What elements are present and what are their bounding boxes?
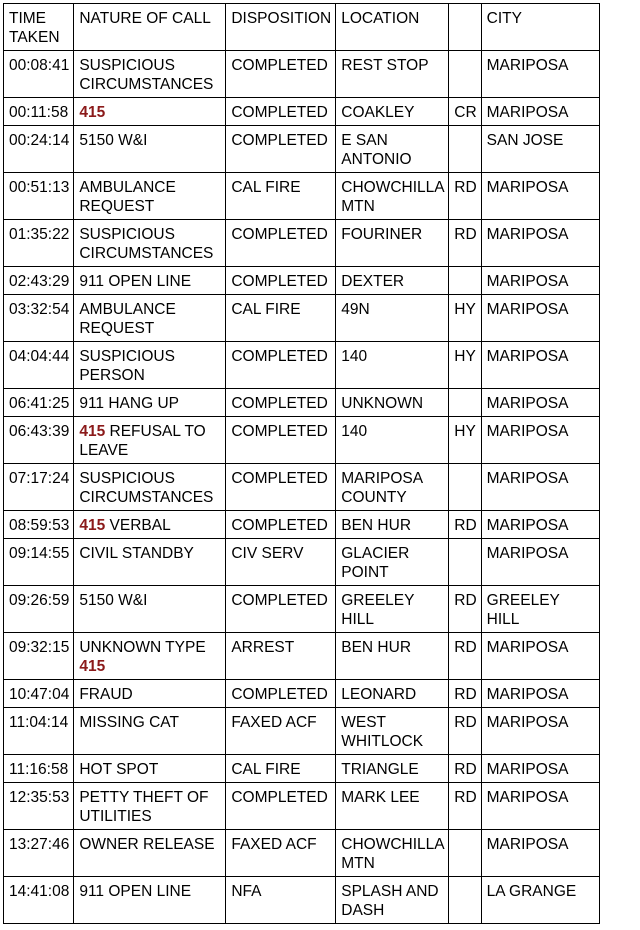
- cell-location: MARK LEE: [336, 783, 449, 830]
- cell-time-taken: 11:16:58: [4, 755, 74, 783]
- cell-suffix: RD: [449, 633, 481, 680]
- cell-city: MARIPOSA: [481, 342, 599, 389]
- table-row: [4, 389, 600, 417]
- cell-city: MARIPOSA: [481, 389, 599, 417]
- call-log-table: [3, 3, 600, 924]
- cell-suffix: RD: [449, 511, 481, 539]
- cell-time-taken: 02:43:29: [4, 267, 74, 295]
- cell-disposition: COMPLETED: [226, 511, 336, 539]
- call-nature-text: PETTY THEFT OF UTILITIES: [79, 789, 209, 825]
- table-row: [4, 586, 600, 633]
- cell-nature-of-call: [74, 511, 226, 539]
- cell-time-taken: 00:11:58: [4, 98, 74, 126]
- table-row: [4, 877, 600, 924]
- call-nature-text: VERBAL: [105, 517, 171, 534]
- table-row: [4, 511, 600, 539]
- table-row: [4, 173, 600, 220]
- cell-time-taken: 04:04:44: [4, 342, 74, 389]
- table-row: [4, 220, 600, 267]
- cell-time-taken: 00:51:13: [4, 173, 74, 220]
- table-row: [4, 539, 600, 586]
- cell-suffix: RD: [449, 783, 481, 830]
- table-header-row: [4, 4, 600, 51]
- call-code: 415: [79, 104, 106, 121]
- cell-location: MARIPOSA COUNTY: [336, 464, 449, 511]
- cell-disposition: COMPLETED: [226, 464, 336, 511]
- header-time-taken: TIME TAKEN: [4, 4, 74, 51]
- cell-disposition: CAL FIRE: [226, 295, 336, 342]
- cell-nature-of-call: [74, 342, 226, 389]
- cell-location: GREELEY HILL: [336, 586, 449, 633]
- call-code: 415: [79, 517, 106, 534]
- cell-time-taken: 11:04:14: [4, 708, 74, 755]
- cell-city: MARIPOSA: [481, 464, 599, 511]
- cell-nature-of-call: [74, 126, 226, 173]
- cell-suffix: RD: [449, 586, 481, 633]
- cell-nature-of-call: [74, 220, 226, 267]
- cell-nature-of-call: [74, 877, 226, 924]
- cell-location: WEST WHITLOCK: [336, 708, 449, 755]
- cell-suffix: RD: [449, 708, 481, 755]
- header-disposition: DISPOSITION: [226, 4, 336, 51]
- cell-disposition: COMPLETED: [226, 783, 336, 830]
- cell-location: LEONARD: [336, 680, 449, 708]
- table-row: [4, 464, 600, 511]
- cell-disposition: CAL FIRE: [226, 173, 336, 220]
- cell-city: LA GRANGE: [481, 877, 599, 924]
- cell-city: MARIPOSA: [481, 51, 599, 98]
- cell-nature-of-call: [74, 417, 226, 464]
- cell-city: SAN JOSE: [481, 126, 599, 173]
- call-nature-text: SUSPICIOUS CIRCUMSTANCES: [79, 470, 214, 506]
- cell-city: MARIPOSA: [481, 539, 599, 586]
- cell-location: 140: [336, 417, 449, 464]
- cell-suffix: [449, 877, 481, 924]
- cell-nature-of-call: [74, 389, 226, 417]
- call-nature-text: OWNER RELEASE: [79, 836, 215, 853]
- header-suffix: [449, 4, 481, 51]
- table-row: [4, 633, 600, 680]
- cell-location: GLACIER POINT: [336, 539, 449, 586]
- call-nature-text: SUSPICIOUS PERSON: [79, 348, 175, 384]
- cell-suffix: [449, 830, 481, 877]
- cell-location: REST STOP: [336, 51, 449, 98]
- cell-city: MARIPOSA: [481, 511, 599, 539]
- table-row: [4, 830, 600, 877]
- cell-time-taken: 08:59:53: [4, 511, 74, 539]
- call-nature-text: AMBULANCE REQUEST: [79, 179, 176, 215]
- header-nature-of-call: NATURE OF CALL: [74, 4, 226, 51]
- cell-location: FOURINER: [336, 220, 449, 267]
- cell-nature-of-call: [74, 783, 226, 830]
- cell-nature-of-call: [74, 830, 226, 877]
- cell-suffix: [449, 539, 481, 586]
- table-row: [4, 342, 600, 389]
- table-row: [4, 755, 600, 783]
- cell-nature-of-call: [74, 708, 226, 755]
- cell-suffix: [449, 51, 481, 98]
- cell-suffix: HY: [449, 417, 481, 464]
- call-nature-text: 5150 W&I: [79, 132, 148, 149]
- call-nature-text: 911 OPEN LINE: [79, 273, 192, 290]
- cell-city: MARIPOSA: [481, 295, 599, 342]
- cell-city: MARIPOSA: [481, 220, 599, 267]
- cell-disposition: FAXED ACF: [226, 708, 336, 755]
- cell-suffix: [449, 389, 481, 417]
- cell-suffix: [449, 267, 481, 295]
- call-nature-text: 911 OPEN LINE: [79, 883, 192, 900]
- cell-location: BEN HUR: [336, 511, 449, 539]
- cell-disposition: COMPLETED: [226, 267, 336, 295]
- cell-city: MARIPOSA: [481, 173, 599, 220]
- cell-time-taken: 07:17:24: [4, 464, 74, 511]
- cell-nature-of-call: [74, 173, 226, 220]
- cell-disposition: CAL FIRE: [226, 755, 336, 783]
- cell-disposition: COMPLETED: [226, 389, 336, 417]
- cell-city: GREELEY HILL: [481, 586, 599, 633]
- table-row: [4, 295, 600, 342]
- cell-disposition: COMPLETED: [226, 126, 336, 173]
- cell-location: UNKNOWN: [336, 389, 449, 417]
- cell-location: BEN HUR: [336, 633, 449, 680]
- cell-time-taken: 12:35:53: [4, 783, 74, 830]
- cell-nature-of-call: [74, 633, 226, 680]
- cell-time-taken: 14:41:08: [4, 877, 74, 924]
- cell-city: MARIPOSA: [481, 267, 599, 295]
- call-code: 415: [79, 658, 106, 675]
- cell-location: COAKLEY: [336, 98, 449, 126]
- cell-city: MARIPOSA: [481, 680, 599, 708]
- cell-time-taken: 06:41:25: [4, 389, 74, 417]
- cell-suffix: [449, 126, 481, 173]
- call-nature-text: SUSPICIOUS CIRCUMSTANCES: [79, 226, 214, 262]
- cell-suffix: [449, 464, 481, 511]
- cell-city: MARIPOSA: [481, 633, 599, 680]
- cell-location: DEXTER: [336, 267, 449, 295]
- cell-time-taken: 00:24:14: [4, 126, 74, 173]
- call-nature-text: HOT SPOT: [79, 761, 159, 778]
- call-nature-text: MISSING CAT: [79, 714, 179, 731]
- cell-nature-of-call: [74, 51, 226, 98]
- cell-disposition: NFA: [226, 877, 336, 924]
- cell-nature-of-call: [74, 98, 226, 126]
- call-nature-text: REFUSAL TO LEAVE: [79, 423, 206, 459]
- call-nature-text: UNKNOWN TYPE: [79, 639, 206, 656]
- table-row: [4, 98, 600, 126]
- cell-suffix: RD: [449, 680, 481, 708]
- cell-time-taken: 09:32:15: [4, 633, 74, 680]
- cell-nature-of-call: [74, 539, 226, 586]
- cell-disposition: COMPLETED: [226, 680, 336, 708]
- cell-location: 49N: [336, 295, 449, 342]
- call-nature-text: CIVIL STANDBY: [79, 545, 194, 562]
- cell-city: MARIPOSA: [481, 98, 599, 126]
- cell-nature-of-call: [74, 464, 226, 511]
- cell-time-taken: 06:43:39: [4, 417, 74, 464]
- call-nature-text: 5150 W&I: [79, 592, 148, 609]
- cell-suffix: HY: [449, 342, 481, 389]
- table-row: [4, 126, 600, 173]
- header-city: CITY: [481, 4, 599, 51]
- cell-location: 140: [336, 342, 449, 389]
- cell-location: CHOWCHILLA MTN: [336, 173, 449, 220]
- cell-city: MARIPOSA: [481, 830, 599, 877]
- cell-disposition: FAXED ACF: [226, 830, 336, 877]
- call-nature-text: SUSPICIOUS CIRCUMSTANCES: [79, 57, 214, 93]
- table-row: [4, 680, 600, 708]
- cell-disposition: COMPLETED: [226, 220, 336, 267]
- cell-nature-of-call: [74, 586, 226, 633]
- cell-nature-of-call: [74, 295, 226, 342]
- call-nature-text: 911 HANG UP: [79, 395, 179, 412]
- cell-location: CHOWCHILLA MTN: [336, 830, 449, 877]
- call-nature-text: FRAUD: [79, 686, 133, 703]
- cell-suffix: RD: [449, 173, 481, 220]
- cell-nature-of-call: [74, 267, 226, 295]
- cell-city: MARIPOSA: [481, 417, 599, 464]
- table-row: [4, 417, 600, 464]
- cell-disposition: COMPLETED: [226, 417, 336, 464]
- cell-disposition: COMPLETED: [226, 98, 336, 126]
- cell-disposition: COMPLETED: [226, 342, 336, 389]
- cell-suffix: CR: [449, 98, 481, 126]
- cell-location: SPLASH AND DASH: [336, 877, 449, 924]
- cell-time-taken: 09:14:55: [4, 539, 74, 586]
- cell-disposition: COMPLETED: [226, 51, 336, 98]
- cell-time-taken: 03:32:54: [4, 295, 74, 342]
- cell-nature-of-call: [74, 755, 226, 783]
- table-row: [4, 267, 600, 295]
- table-row: [4, 783, 600, 830]
- cell-location: TRIANGLE: [336, 755, 449, 783]
- cell-time-taken: 13:27:46: [4, 830, 74, 877]
- call-nature-text: AMBULANCE REQUEST: [79, 301, 176, 337]
- cell-suffix: RD: [449, 755, 481, 783]
- cell-city: MARIPOSA: [481, 755, 599, 783]
- cell-disposition: CIV SERV: [226, 539, 336, 586]
- cell-city: MARIPOSA: [481, 783, 599, 830]
- cell-suffix: RD: [449, 220, 481, 267]
- cell-suffix: HY: [449, 295, 481, 342]
- cell-time-taken: 00:08:41: [4, 51, 74, 98]
- cell-time-taken: 01:35:22: [4, 220, 74, 267]
- cell-nature-of-call: [74, 680, 226, 708]
- table-row: [4, 708, 600, 755]
- cell-time-taken: 09:26:59: [4, 586, 74, 633]
- cell-city: MARIPOSA: [481, 708, 599, 755]
- call-code: 415: [79, 423, 106, 440]
- cell-disposition: ARREST: [226, 633, 336, 680]
- table-row: [4, 51, 600, 98]
- cell-time-taken: 10:47:04: [4, 680, 74, 708]
- header-location: LOCATION: [336, 4, 449, 51]
- cell-disposition: COMPLETED: [226, 586, 336, 633]
- cell-location: E SAN ANTONIO: [336, 126, 449, 173]
